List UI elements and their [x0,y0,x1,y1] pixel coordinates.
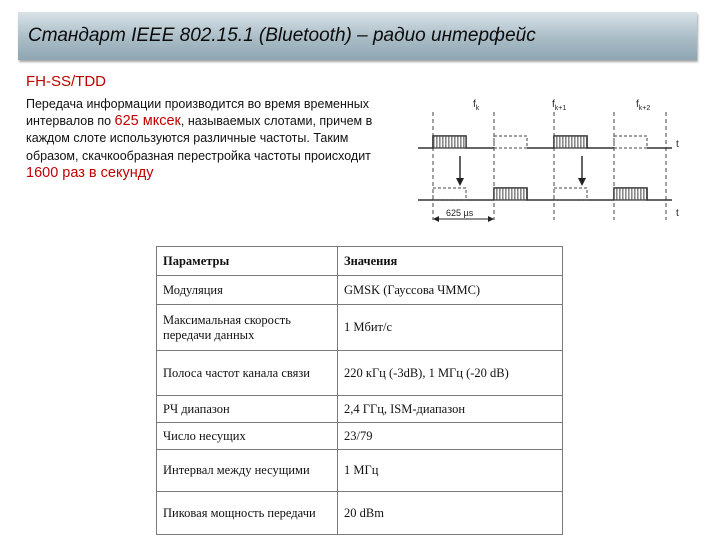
slot-duration-label: 625 µs [446,208,474,218]
param-name: Максимальная скорость передачи данных [157,305,338,351]
table-row [157,450,563,492]
time-axis-label: t [676,208,679,219]
param-name: Число несущих [157,423,338,450]
column-header-values: Значения [338,247,563,276]
slave-slot-placeholder [433,188,466,200]
slide-title: Стандарт IEEE 802.15.1 (Bluetooth) – радио интерфейс [28,25,536,46]
tdd-timing-diagram [400,90,700,222]
table-row [157,305,563,351]
slave-packet [614,188,647,200]
paragraph-text-1: Передача информации производится во время временных интервалов по [26,97,370,129]
master-slot-placeholder [494,136,527,148]
column-header-parameters: Параметры [157,247,338,276]
direction-arrow-head [578,178,586,186]
freq-label-k2: $f_{k+2}$ [636,99,651,112]
param-name: Интервал между несущими [157,450,338,492]
param-value: 1 МГц [338,450,563,492]
param-value: 220 кГц (-3dB), 1 МГц (-20 dB) [338,351,563,396]
time-axis-label: t [676,139,679,150]
table-row [157,423,563,450]
table-row [157,492,563,535]
title-bar [18,12,697,60]
direction-arrow-head [456,178,464,186]
param-value: 2,4 ГГц, ISM-диапазон [338,396,563,423]
param-value: 23/79 [338,423,563,450]
hop-rate-highlight: 1600 раз в секунду [26,164,154,181]
parameters-table [156,246,563,535]
table-row [157,276,563,305]
slide-subtitle: FH-SS/TDD [26,73,106,90]
slot-duration-highlight: 625 мксек [114,113,181,130]
param-name: Пиковая мощность передачи [157,492,338,535]
paragraph-text-2: , называемых слотами, причем в каждом слоте используются различные частоты. Таким образом, скачкообразная перестройка частоты происходит [26,114,373,163]
slave-packet [494,188,527,200]
freq-label-k: $f_k$ [473,99,480,112]
param-value: 1 Мбит/с [338,305,563,351]
param-name: РЧ диапазон [157,396,338,423]
master-packet [554,136,587,148]
table-header-row [157,247,563,276]
param-name: Модуляция [157,276,338,305]
slave-slot-placeholder [554,188,587,200]
param-value: 20 dBm [338,492,563,535]
master-slot-placeholder [614,136,647,148]
param-value: GMSK (Гауссова ЧММС) [338,276,563,305]
freq-label-k1: $f_{k+1}$ [552,99,567,112]
table-row [157,351,563,396]
description-paragraph [26,96,398,182]
table-row [157,396,563,423]
param-name: Полоса частот канала связи [157,351,338,396]
master-packet [433,136,466,148]
